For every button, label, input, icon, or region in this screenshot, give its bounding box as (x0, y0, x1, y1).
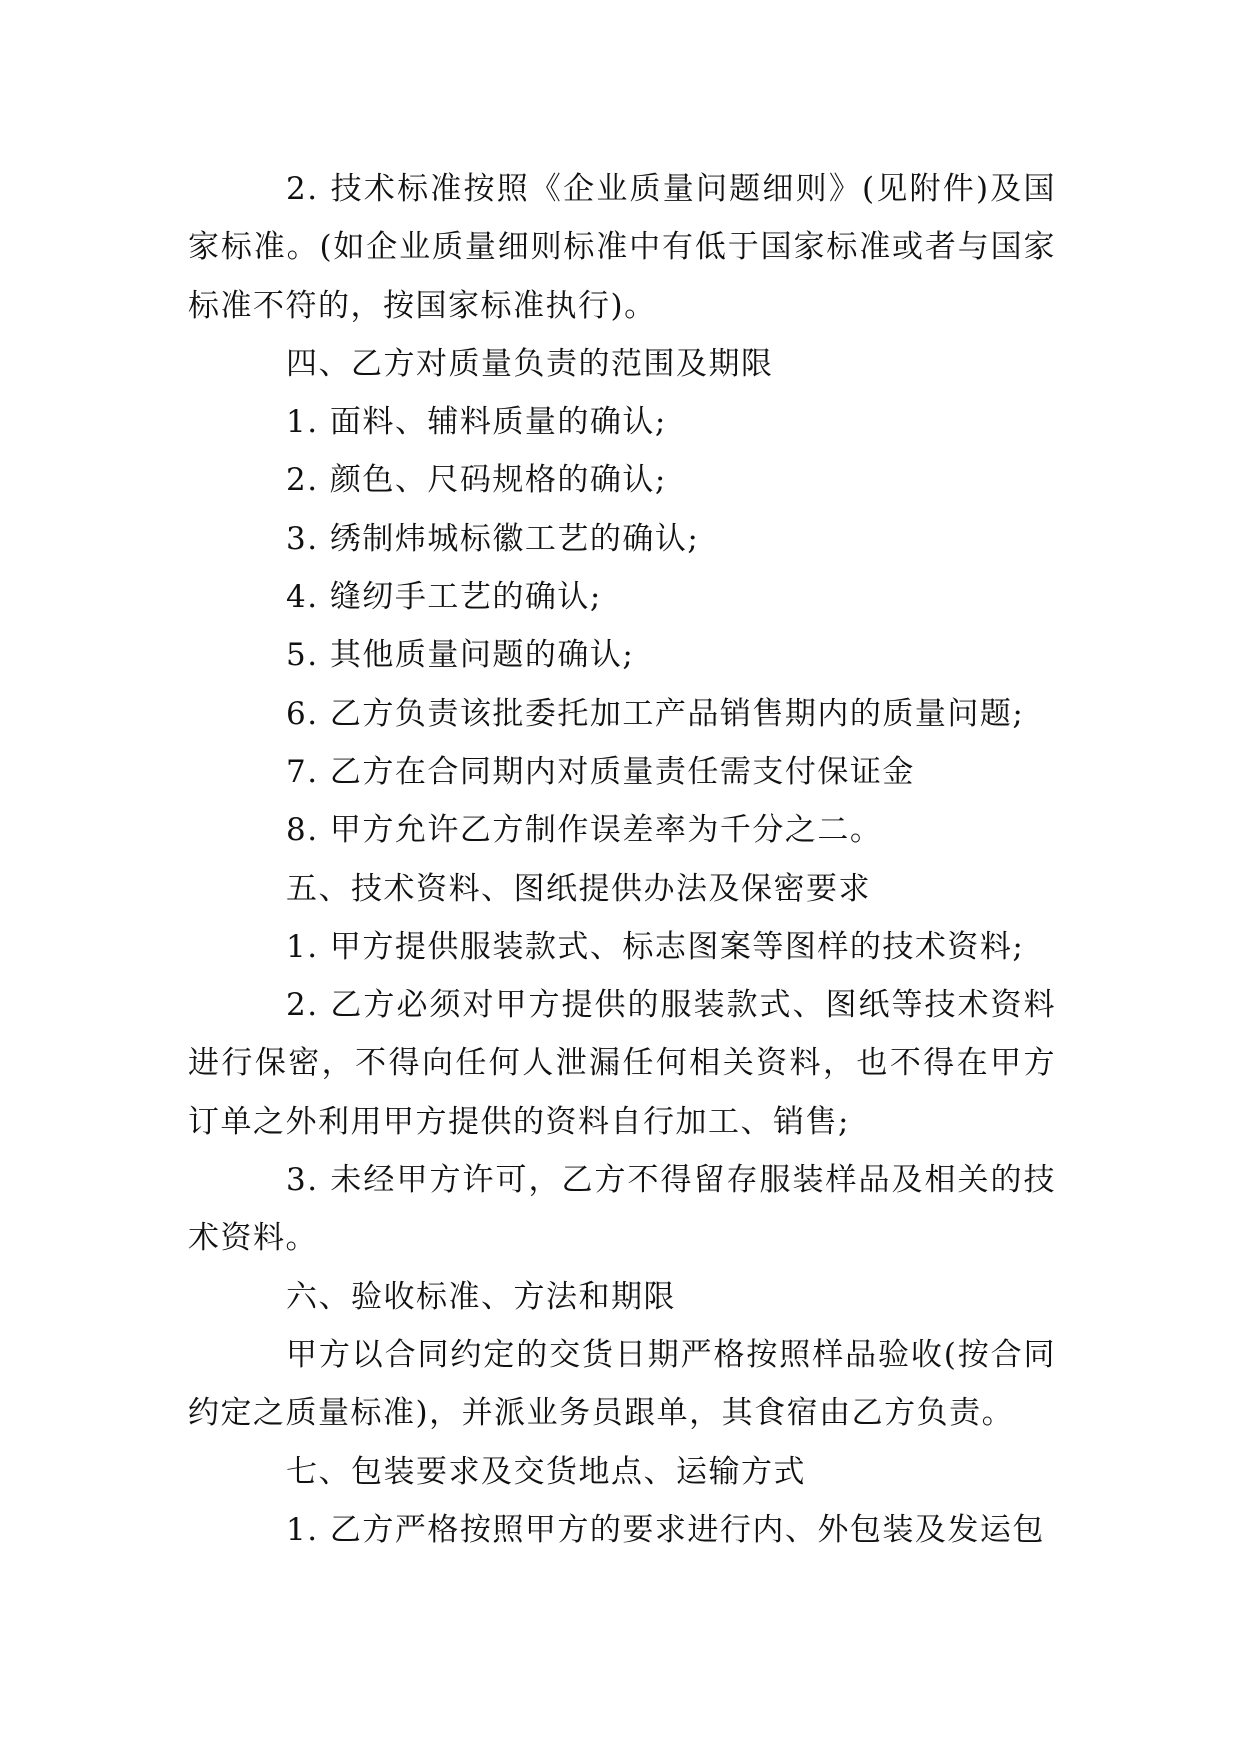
paragraph-technical-standard: 2. 技术标准按照《企业质量问题细则》(见附件)及国家标准。(如企业质量细则标准中有低于国家标准或者与国家标准不符的，按国家标准执行)。 (188, 171, 1056, 324)
list-item-error-rate: 8. 甲方允许乙方制作误差率为千分之二。 (286, 812, 883, 849)
section-heading-quality-scope: 四、乙方对质量负责的范围及期限 (286, 345, 774, 382)
section-heading-acceptance: 六、验收标准、方法和期限 (286, 1278, 676, 1315)
list-item-provide-materials: 1. 甲方提供服装款式、标志图案等图样的技术资料; (286, 928, 1025, 965)
list-item-sewing-confirmation: 4. 缝纫手工艺的确认; (286, 579, 602, 616)
list-item-no-retention: 3. 未经甲方许可，乙方不得留存服装样品及相关的技术资料。 (188, 1162, 1056, 1257)
list-item-confidentiality: 2. 乙方必须对甲方提供的服装款式、图纸等技术资料进行保密，不得向任何人泄漏任何相关资料，也不得在甲方订单之外利用甲方提供的资料自行加工、销售; (188, 987, 1056, 1140)
list-item-other-quality-confirmation: 5. 其他质量问题的确认; (286, 637, 635, 674)
list-item-color-size-confirmation: 2. 颜色、尺码规格的确认; (286, 462, 667, 499)
document-body (188, 160, 1056, 1559)
section-heading-technical-materials: 五、技术资料、图纸提供办法及保密要求 (286, 870, 871, 907)
paragraph-acceptance-details: 甲方以合同约定的交货日期严格按照样品验收(按合同约定之质量标准)，并派业务员跟单，其食宿由乙方负责。 (188, 1336, 1056, 1432)
list-item-embroidery-confirmation: 3. 绣制炜城标徽工艺的确认; (286, 520, 700, 557)
section-heading-packaging: 七、包装要求及交货地点、运输方式 (286, 1453, 806, 1490)
list-item-deposit: 7. 乙方在合同期内对质量责任需支付保证金 (286, 753, 915, 790)
list-item-sales-period-quality: 6. 乙方负责该批委托加工产品销售期内的质量问题; (286, 695, 1025, 732)
list-item-packaging-requirements: 1. 乙方严格按照甲方的要求进行内、外包装及发运包 (286, 1511, 1045, 1548)
list-item-fabric-confirmation: 1. 面料、辅料质量的确认; (286, 404, 667, 441)
